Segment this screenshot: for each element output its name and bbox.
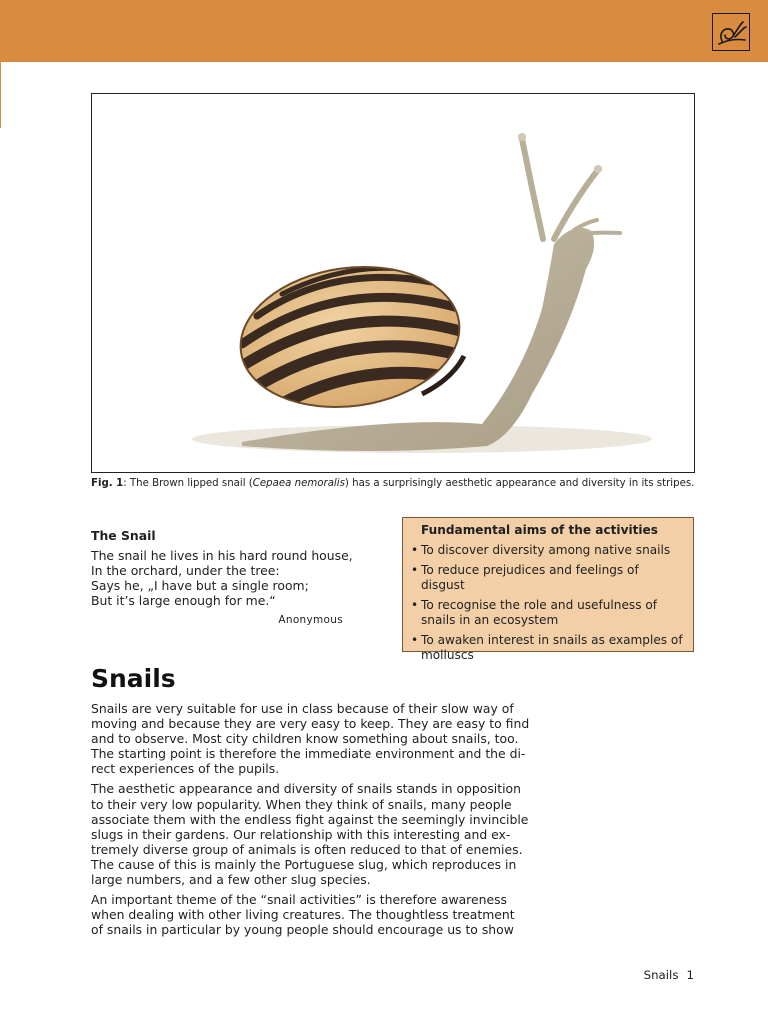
header-band — [0, 0, 768, 62]
poem-line: The snail he lives in his hard round house, — [91, 548, 353, 563]
body-line: associate them with the endless fight against the seemingly invincible — [91, 811, 529, 827]
body-line: rect experiences of the pupils. — [91, 761, 280, 777]
caption-label: Fig. 1 — [91, 478, 124, 489]
figure-photo — [91, 93, 695, 473]
poem-title: The Snail — [91, 528, 156, 543]
poem-author: Anonymous — [278, 614, 343, 626]
body-line: Snails are very suitable for use in class because of their slow way of — [91, 701, 514, 716]
aims-item: • To recognise the role and usefulness of snails in an ecosystem — [411, 598, 685, 628]
body-line: moving and because they are very easy to keep. They are easy to find — [91, 716, 530, 732]
figure-caption — [91, 477, 701, 491]
poem-line: In the orchard, under the tree: — [91, 563, 280, 578]
caption-text-start: : The Brown lipped snail ( — [123, 478, 253, 489]
aims-title: Fundamental aims of the activities — [421, 523, 658, 537]
body-line: The cause of this is mainly the Portuguese slug, which reproduces in — [91, 856, 517, 872]
body-line: The aesthetic appearance and diversity of snails stands in opposition — [91, 781, 521, 797]
poem-line: But it’s large enough for me.“ — [91, 593, 276, 608]
body-line: The starting point is therefore the immediate environment and the di- — [91, 746, 526, 762]
aims-item: • To discover diversity among native snails — [411, 543, 685, 558]
body-line: large numbers, and a few other slug species. — [91, 872, 371, 888]
body-line: tremely diverse group of animals is often reduced to that of enemies. — [91, 841, 523, 857]
section-heading: Snails — [91, 664, 176, 693]
aims-box — [402, 517, 694, 662]
body-line: to their very low popularity. When they think of snails, many people — [91, 796, 512, 812]
body-line: slugs in their gardens. Our relationship with this interesting and ex- — [91, 826, 511, 842]
aims-item: • To reduce prejudices and feelings of disgust — [411, 563, 685, 593]
caption-text-end: ) has a surprisingly aesthetic appearance and diversity in its stripes. — [344, 478, 695, 489]
poem-line: Says he, „I have but a single room; — [91, 578, 309, 593]
body-line: of snails in particular by young people should encourage us to show — [91, 922, 514, 938]
body-line: when dealing with other living creatures. The thoughtless treatment — [91, 907, 515, 923]
margin-tick — [0, 62, 1, 128]
caption-species: Cepaea nemoralis — [252, 478, 345, 489]
body-paragraph — [91, 701, 530, 777]
aims-item: • To awaken interest in snails as examples of molluscs — [411, 633, 685, 663]
poem — [91, 528, 353, 628]
body-text — [91, 701, 530, 942]
snail-icon — [712, 13, 750, 51]
page-number: 1 — [686, 968, 694, 982]
footer-section: Snails — [643, 968, 679, 982]
snail-photo — [92, 94, 694, 472]
body-paragraph — [91, 781, 529, 888]
aims-list — [411, 543, 685, 663]
page-footer — [644, 968, 694, 982]
body-line: An important theme of the “snail activities” is therefore awareness — [91, 892, 507, 908]
body-paragraph — [91, 892, 521, 937]
body-line: and to observe. Most city children know something about snails, too. — [91, 731, 519, 747]
